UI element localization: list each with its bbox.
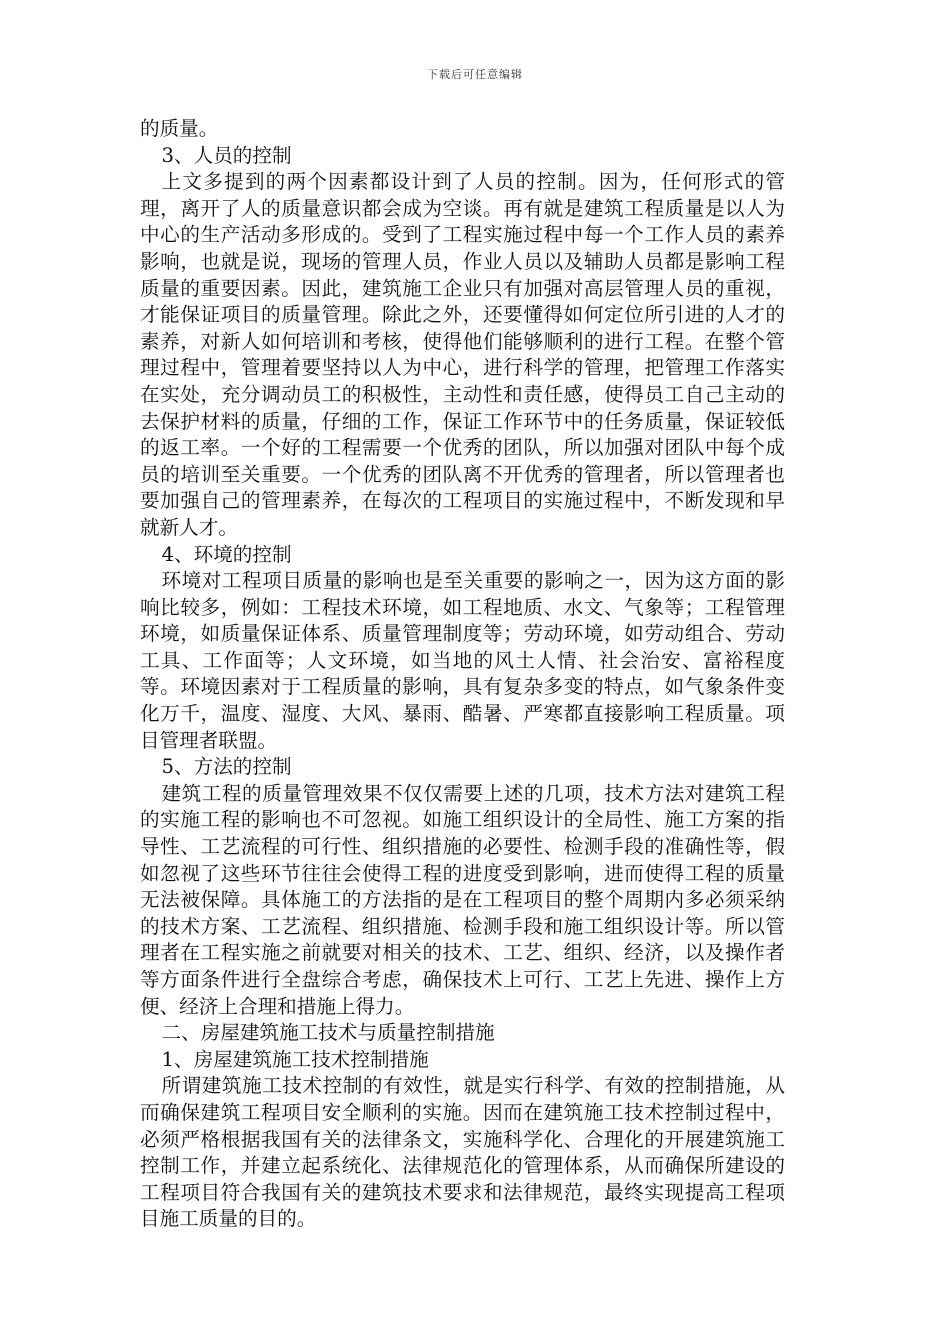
paragraph-environment: 环境对工程项目质量的影响也是至关重要的影响之一，因为这方面的影响比较多，例如：工程技术环境，如工程地质、水文、气象等；工程管理环境，如质量保证体系、质量管理制度等；劳动环境，如劳动组合、劳动工具、工作面等；人文环境，如当地的风土人情、社会治安、富裕程度等。环境因素对于工程质量的影响，具有复杂多变的特点，如气象条件变化万千，温度、湿度、大风、暴雨、酷暑、严寒都直接影响工程质量。项目管理者联盟。 (140, 569, 785, 752)
section-heading-technique: 1、房屋建筑施工技术控制措施 (161, 1047, 429, 1071)
chapter-heading-construction: 二、房屋建筑施工技术与质量控制措施 (161, 1021, 495, 1045)
paragraph-continuation: 的质量。 (140, 117, 219, 140)
section-heading-environment: 4、环境的控制 (161, 542, 292, 566)
document-body (140, 116, 785, 1233)
paragraph-personnel: 上文多提到的两个因素都设计到了人员的控制。因为，任何形式的管理，离开了人的质量意识都会成为空谈。再有就是建筑工程质量是以人为中心的生产活动多形成的。受到了工程实施过程中每一个工作人员的素养影响，也就是说，现场的管理人员，作业人员以及辅助人员都是影响工程质量的重要因素。因此，建筑施工企业只有加强对高层管理人员的重视，才能保证项目的质量管理。除此之外，还要懂得如何定位所引进的人才的素养，对新人如何培训和考核，使得他们能够顺利的进行工程。在整个管理过程中，管理着要坚持以人为中心，进行科学的管理，把管理工作落实在实处，充分调动员工的积极性，主动性和责任感，使得员工自己主动的去保护材料的质量，仔细的工作，保证工作环节中的任务质量，保证较低的返工率。一个好的工程需要一个优秀的团队，所以加强对团队中每个成员的培训至关重要。一个优秀的团队离不开优秀的管理者，所以管理者也要加强自己的管理素养，在每次的工程项目的实施过程中，不断发现和早就新人才。 (140, 170, 785, 539)
paragraph-method: 建筑工程的质量管理效果不仅仅需要上述的几项，技术方法对建筑工程的实施工程的影响也不可忽视。如施工组织设计的全局性、施工方案的指导性、工艺流程的可行性、组织措施的必要性、检测手段的准确性等，假如忽视了这些环节往往会使得工程的进度受到影响，进而使得工程的质量无法被保障。具体施工的方法指的是在工程项目的整个周期内多必须采纳的技术方案、工艺流程、组织措施、检测手段和施工组织设计等。所以管理者在工程实施之前就要对相关的技术、工艺、组织、经济，以及操作者等方面条件进行全盘综合考虑，确保技术上可行、工艺上先进、操作上方便、经济上合理和措施上得力。 (140, 781, 785, 1018)
section-heading-personnel: 3、人员的控制 (161, 143, 292, 167)
page-header-note: 下载后可任意编辑 (427, 68, 523, 81)
section-heading-method: 5、方法的控制 (161, 755, 292, 779)
paragraph-technique: 所谓建筑施工技术控制的有效性，就是实行科学、有效的控制措施，从而确保建筑工程项目安全顺利的实施。因而在建筑施工技术控制过程中，必须严格根据我国有关的法律条文，实施科学化、合理化的开展建筑施工控制工作，并建立起系统化、法律规范化的管理体系，从而确保所建设的工程项目符合我国有关的建筑技术要求和法律规范，最终实现提高工程项目施工质量的目的。 (140, 1074, 785, 1231)
